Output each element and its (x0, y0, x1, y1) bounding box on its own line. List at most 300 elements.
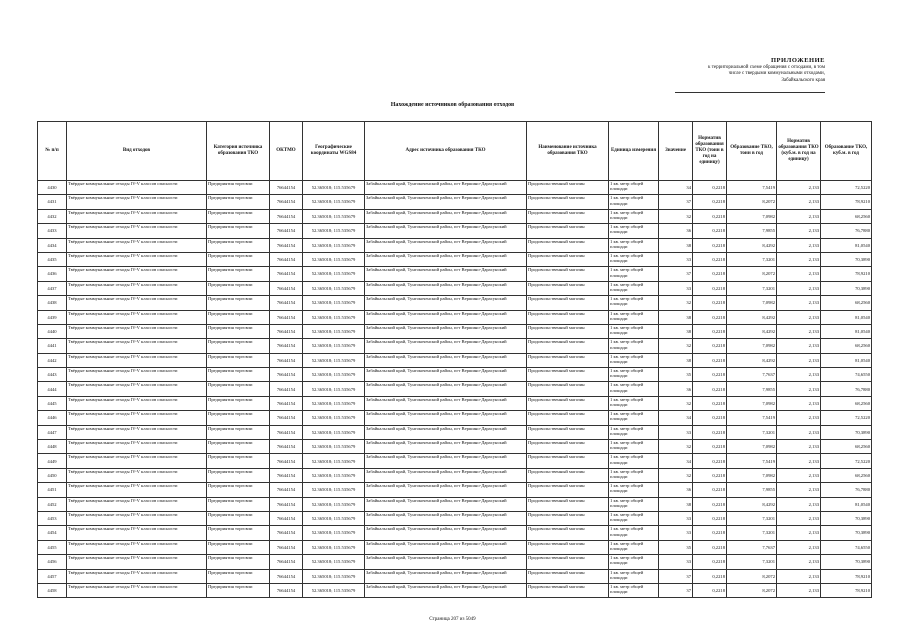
col-header-norm-t: Норматив образования ТКО (тонн в год на единицу) (693, 122, 727, 181)
col-header-unit: Единица измерения (609, 122, 659, 181)
source-name-cell: Продовольственный магазин (527, 511, 609, 525)
table-row (38, 526, 872, 540)
unit-cell: 1 кв. метр общей площади (609, 425, 659, 439)
waste-type-cell: Твёрдые коммунальные отходы IV-V классов опасности (67, 195, 207, 209)
norm-t-cell: 0,2218 (693, 583, 727, 597)
coords-cell: 52.365018; 115.535679 (303, 526, 365, 540)
unit-cell: 1 кв. метр общей площади (609, 353, 659, 367)
source-name-cell: Продовольственный магазин (527, 324, 609, 338)
oktmo-cell: 76644154 (270, 281, 303, 295)
oktmo-cell: 76644154 (270, 569, 303, 583)
oktmo-cell: 76644154 (270, 209, 303, 223)
address-cell: Забайкальский край, Тунгокоченский район, пгт Вершино-Дарасунский (365, 440, 527, 454)
volume-m3-cell: 78,9210 (821, 195, 872, 209)
source-name-cell: Продовольственный магазин (527, 181, 609, 195)
waste-type-cell: Твёрдые коммунальные отходы IV-V классов опасности (67, 454, 207, 468)
table-row (38, 209, 872, 223)
volume-t-cell: 7,9855 (727, 483, 777, 497)
coords-cell: 52.365018; 115.535679 (303, 252, 365, 266)
table-row (38, 267, 872, 281)
source-category-cell: Предприятия торговли (207, 368, 270, 382)
row-num: 4442 (38, 353, 67, 367)
norm-t-cell: 0,2218 (693, 195, 727, 209)
source-name-cell: Продовольственный магазин (527, 252, 609, 266)
norm-m3-cell: 2,133 (777, 382, 821, 396)
waste-type-cell: Твёрдые коммунальные отходы IV-V классов опасности (67, 339, 207, 353)
volume-m3-cell: 68,2560 (821, 339, 872, 353)
norm-t-cell: 0,2218 (693, 540, 727, 554)
source-category-cell: Предприятия торговли (207, 339, 270, 353)
col-header-source-category: Категория источника образования ТКО (207, 122, 270, 181)
value-cell: 32 (659, 468, 693, 482)
source-category-cell: Предприятия торговли (207, 209, 270, 223)
appendix-line: числе с твердыми коммунальными отходами, (728, 71, 825, 76)
value-cell: 35 (659, 540, 693, 554)
address-cell: Забайкальский край, Тунгокоченский район, пгт Вершино-Дарасунский (365, 296, 527, 310)
norm-t-cell: 0,2218 (693, 425, 727, 439)
norm-t-cell: 0,2218 (693, 339, 727, 353)
unit-cell: 1 кв. метр общей площади (609, 540, 659, 554)
source-category-cell: Предприятия торговли (207, 583, 270, 597)
unit-cell: 1 кв. метр общей площади (609, 555, 659, 569)
table-row (38, 296, 872, 310)
waste-type-cell: Твёрдые коммунальные отходы IV-V классов опасности (67, 497, 207, 511)
oktmo-cell: 76644154 (270, 526, 303, 540)
norm-t-cell: 0,2218 (693, 396, 727, 410)
value-cell: 32 (659, 339, 693, 353)
volume-m3-cell: 76,7880 (821, 483, 872, 497)
unit-cell: 1 кв. метр общей площади (609, 195, 659, 209)
oktmo-cell: 76644154 (270, 440, 303, 454)
col-header-num: № п/п (38, 122, 67, 181)
volume-m3-cell: 76,7880 (821, 382, 872, 396)
norm-t-cell: 0,2218 (693, 497, 727, 511)
address-cell: Забайкальский край, Тунгокоченский район, пгт Вершино-Дарасунский (365, 224, 527, 238)
oktmo-cell: 76644154 (270, 368, 303, 382)
volume-t-cell: 7,0982 (727, 468, 777, 482)
value-cell: 32 (659, 296, 693, 310)
address-cell: Забайкальский край, Тунгокоченский район, пгт Вершино-Дарасунский (365, 209, 527, 223)
norm-m3-cell: 2,133 (777, 224, 821, 238)
norm-t-cell: 0,2218 (693, 468, 727, 482)
value-cell: 38 (659, 497, 693, 511)
oktmo-cell: 76644154 (270, 425, 303, 439)
address-cell: Забайкальский край, Тунгокоченский район, пгт Вершино-Дарасунский (365, 425, 527, 439)
source-name-cell: Продовольственный магазин (527, 368, 609, 382)
row-num: 4438 (38, 296, 67, 310)
volume-t-cell: 8,4292 (727, 497, 777, 511)
value-cell: 34 (659, 454, 693, 468)
source-name-cell: Продовольственный магазин (527, 238, 609, 252)
value-cell: 36 (659, 224, 693, 238)
coords-cell: 52.365018; 115.535679 (303, 555, 365, 569)
unit-cell: 1 кв. метр общей площади (609, 238, 659, 252)
unit-cell: 1 кв. метр общей площади (609, 224, 659, 238)
coords-cell: 52.365018; 115.535679 (303, 540, 365, 554)
waste-type-cell: Твёрдые коммунальные отходы IV-V классов опасности (67, 296, 207, 310)
source-category-cell: Предприятия торговли (207, 483, 270, 497)
waste-type-cell: Твёрдые коммунальные отходы IV-V классов опасности (67, 483, 207, 497)
unit-cell: 1 кв. метр общей площади (609, 252, 659, 266)
volume-t-cell: 7,5419 (727, 411, 777, 425)
norm-t-cell: 0,2218 (693, 353, 727, 367)
waste-type-cell: Твёрдые коммунальные отходы IV-V классов опасности (67, 310, 207, 324)
oktmo-cell: 76644154 (270, 252, 303, 266)
value-cell: 37 (659, 195, 693, 209)
norm-t-cell: 0,2218 (693, 267, 727, 281)
norm-t-cell: 0,2218 (693, 454, 727, 468)
norm-m3-cell: 2,133 (777, 425, 821, 439)
address-cell: Забайкальский край, Тунгокоченский район, пгт Вершино-Дарасунский (365, 411, 527, 425)
oktmo-cell: 76644154 (270, 583, 303, 597)
row-num: 4457 (38, 569, 67, 583)
norm-m3-cell: 2,133 (777, 310, 821, 324)
row-num: 4444 (38, 382, 67, 396)
source-category-cell: Предприятия торговли (207, 267, 270, 281)
row-num: 4450 (38, 468, 67, 482)
col-header-address: Адрес источника образования ТКО (365, 122, 527, 181)
value-cell: 38 (659, 353, 693, 367)
oktmo-cell: 76644154 (270, 382, 303, 396)
coords-cell: 52.365018; 115.535679 (303, 411, 365, 425)
row-num: 4449 (38, 454, 67, 468)
volume-t-cell: 8,2072 (727, 267, 777, 281)
volume-t-cell: 8,4292 (727, 324, 777, 338)
source-name-cell: Продовольственный магазин (527, 425, 609, 439)
table-row (38, 310, 872, 324)
address-cell: Забайкальский край, Тунгокоченский район, пгт Вершино-Дарасунский (365, 324, 527, 338)
table-row (38, 425, 872, 439)
coords-cell: 52.365018; 115.535679 (303, 353, 365, 367)
coords-cell: 52.365018; 115.535679 (303, 267, 365, 281)
value-cell: 38 (659, 310, 693, 324)
row-num: 4443 (38, 368, 67, 382)
waste-type-cell: Твёрдые коммунальные отходы IV-V классов опасности (67, 440, 207, 454)
address-cell: Забайкальский край, Тунгокоченский район, пгт Вершино-Дарасунский (365, 238, 527, 252)
address-cell: Забайкальский край, Тунгокоченский район, пгт Вершино-Дарасунский (365, 252, 527, 266)
appendix-block (575, 58, 825, 93)
waste-type-cell: Твёрдые коммунальные отходы IV-V классов опасности (67, 267, 207, 281)
source-category-cell: Предприятия торговли (207, 511, 270, 525)
source-category-cell: Предприятия торговли (207, 252, 270, 266)
coords-cell: 52.365018; 115.535679 (303, 425, 365, 439)
volume-t-cell: 8,4292 (727, 310, 777, 324)
value-cell: 35 (659, 368, 693, 382)
appendix-title: ПРИЛОЖЕНИЕ (770, 57, 825, 64)
unit-cell: 1 кв. метр общей площади (609, 569, 659, 583)
coords-cell: 52.365018; 115.535679 (303, 224, 365, 238)
unit-cell: 1 кв. метр общей площади (609, 382, 659, 396)
volume-m3-cell: 70,3890 (821, 511, 872, 525)
source-name-cell: Продовольственный магазин (527, 526, 609, 540)
coords-cell: 52.365018; 115.535679 (303, 440, 365, 454)
unit-cell: 1 кв. метр общей площади (609, 281, 659, 295)
table-row (38, 252, 872, 266)
source-name-cell: Продовольственный магазин (527, 224, 609, 238)
norm-m3-cell: 2,133 (777, 555, 821, 569)
table-row (38, 440, 872, 454)
source-name-cell: Продовольственный магазин (527, 540, 609, 554)
row-num: 4448 (38, 440, 67, 454)
address-cell: Забайкальский край, Тунгокоченский район, пгт Вершино-Дарасунский (365, 310, 527, 324)
unit-cell: 1 кв. метр общей площади (609, 411, 659, 425)
table-row (38, 382, 872, 396)
volume-m3-cell: 72,5220 (821, 411, 872, 425)
row-num: 4456 (38, 555, 67, 569)
coords-cell: 52.365018; 115.535679 (303, 497, 365, 511)
table-header-row (38, 122, 872, 181)
address-cell: Забайкальский край, Тунгокоченский район, пгт Вершино-Дарасунский (365, 583, 527, 597)
volume-t-cell: 7,7637 (727, 540, 777, 554)
table-row (38, 454, 872, 468)
source-name-cell: Продовольственный магазин (527, 411, 609, 425)
table-row (38, 224, 872, 238)
sources-table (37, 121, 872, 598)
norm-t-cell: 0,2218 (693, 368, 727, 382)
volume-t-cell: 8,2072 (727, 195, 777, 209)
norm-m3-cell: 2,133 (777, 411, 821, 425)
oktmo-cell: 76644154 (270, 238, 303, 252)
norm-m3-cell: 2,133 (777, 511, 821, 525)
volume-t-cell: 7,3201 (727, 555, 777, 569)
coords-cell: 52.365018; 115.535679 (303, 324, 365, 338)
source-name-cell: Продовольственный магазин (527, 468, 609, 482)
source-name-cell: Продовольственный магазин (527, 296, 609, 310)
table-row (38, 511, 872, 525)
waste-type-cell: Твёрдые коммунальные отходы IV-V классов опасности (67, 583, 207, 597)
volume-m3-cell: 78,9210 (821, 583, 872, 597)
unit-cell: 1 кв. метр общей площади (609, 483, 659, 497)
volume-t-cell: 7,0982 (727, 440, 777, 454)
row-num: 4447 (38, 425, 67, 439)
coords-cell: 52.365018; 115.535679 (303, 209, 365, 223)
volume-m3-cell: 76,7880 (821, 224, 872, 238)
row-num: 4439 (38, 310, 67, 324)
row-num: 4446 (38, 411, 67, 425)
value-cell: 33 (659, 555, 693, 569)
source-name-cell: Продовольственный магазин (527, 483, 609, 497)
volume-t-cell: 7,3201 (727, 511, 777, 525)
table-row (38, 569, 872, 583)
page-footer: Страница 207 из 5049 (429, 617, 476, 622)
volume-t-cell: 7,5419 (727, 454, 777, 468)
volume-m3-cell: 70,3890 (821, 555, 872, 569)
volume-m3-cell: 81,0540 (821, 238, 872, 252)
col-header-volume-t: Образование ТКО, тонн в год (727, 122, 777, 181)
address-cell: Забайкальский край, Тунгокоченский район, пгт Вершино-Дарасунский (365, 483, 527, 497)
waste-type-cell: Твёрдые коммунальные отходы IV-V классов опасности (67, 555, 207, 569)
col-header-coords: Географические координаты WGS84 (303, 122, 365, 181)
table-row (38, 411, 872, 425)
waste-type-cell: Твёрдые коммунальные отходы IV-V классов опасности (67, 368, 207, 382)
volume-m3-cell: 81,0540 (821, 310, 872, 324)
norm-m3-cell: 2,133 (777, 324, 821, 338)
unit-cell: 1 кв. метр общей площади (609, 440, 659, 454)
norm-m3-cell: 2,133 (777, 238, 821, 252)
row-num: 4451 (38, 483, 67, 497)
table-row (38, 195, 872, 209)
row-num: 4454 (38, 526, 67, 540)
volume-m3-cell: 78,9210 (821, 267, 872, 281)
source-category-cell: Предприятия торговли (207, 238, 270, 252)
source-name-cell: Продовольственный магазин (527, 440, 609, 454)
unit-cell: 1 кв. метр общей площади (609, 296, 659, 310)
norm-m3-cell: 2,133 (777, 454, 821, 468)
table-row (38, 181, 872, 195)
source-category-cell: Предприятия торговли (207, 281, 270, 295)
norm-t-cell: 0,2218 (693, 224, 727, 238)
source-category-cell: Предприятия торговли (207, 555, 270, 569)
volume-t-cell: 7,5419 (727, 181, 777, 195)
source-category-cell: Предприятия торговли (207, 353, 270, 367)
row-num: 4441 (38, 339, 67, 353)
value-cell: 33 (659, 425, 693, 439)
norm-m3-cell: 2,133 (777, 353, 821, 367)
address-cell: Забайкальский край, Тунгокоченский район, пгт Вершино-Дарасунский (365, 181, 527, 195)
volume-m3-cell: 72,5220 (821, 454, 872, 468)
oktmo-cell: 76644154 (270, 411, 303, 425)
norm-m3-cell: 2,133 (777, 540, 821, 554)
table-row (38, 238, 872, 252)
volume-m3-cell: 68,2560 (821, 468, 872, 482)
volume-m3-cell: 74,6550 (821, 368, 872, 382)
source-name-cell: Продовольственный магазин (527, 281, 609, 295)
volume-t-cell: 7,0982 (727, 396, 777, 410)
address-cell: Забайкальский край, Тунгокоченский район, пгт Вершино-Дарасунский (365, 368, 527, 382)
oktmo-cell: 76644154 (270, 454, 303, 468)
norm-m3-cell: 2,133 (777, 497, 821, 511)
address-cell: Забайкальский край, Тунгокоченский район, пгт Вершино-Дарасунский (365, 526, 527, 540)
volume-t-cell: 8,2072 (727, 569, 777, 583)
waste-type-cell: Твёрдые коммунальные отходы IV-V классов опасности (67, 353, 207, 367)
volume-m3-cell: 70,3890 (821, 252, 872, 266)
col-header-oktmo: ОКТМО (270, 122, 303, 181)
volume-m3-cell: 70,3890 (821, 281, 872, 295)
address-cell: Забайкальский край, Тунгокоченский район, пгт Вершино-Дарасунский (365, 281, 527, 295)
waste-type-cell: Твёрдые коммунальные отходы IV-V классов опасности (67, 569, 207, 583)
address-cell: Забайкальский край, Тунгокоченский район, пгт Вершино-Дарасунский (365, 454, 527, 468)
row-num: 4436 (38, 267, 67, 281)
waste-type-cell: Твёрдые коммунальные отходы IV-V классов опасности (67, 238, 207, 252)
unit-cell: 1 кв. метр общей площади (609, 526, 659, 540)
oktmo-cell: 76644154 (270, 324, 303, 338)
waste-type-cell: Твёрдые коммунальные отходы IV-V классов опасности (67, 425, 207, 439)
col-header-value: Значение (659, 122, 693, 181)
source-category-cell: Предприятия торговли (207, 195, 270, 209)
volume-m3-cell: 70,3890 (821, 526, 872, 540)
waste-type-cell: Твёрдые коммунальные отходы IV-V классов опасности (67, 540, 207, 554)
source-category-cell: Предприятия торговли (207, 468, 270, 482)
value-cell: 32 (659, 209, 693, 223)
norm-m3-cell: 2,133 (777, 396, 821, 410)
volume-t-cell: 8,4292 (727, 238, 777, 252)
coords-cell: 52.365018; 115.535679 (303, 569, 365, 583)
table-row (38, 583, 872, 597)
waste-type-cell: Твёрдые коммунальные отходы IV-V классов опасности (67, 468, 207, 482)
source-category-cell: Предприятия торговли (207, 310, 270, 324)
coords-cell: 52.365018; 115.535679 (303, 339, 365, 353)
value-cell: 34 (659, 411, 693, 425)
norm-t-cell: 0,2218 (693, 411, 727, 425)
waste-type-cell: Твёрдые коммунальные отходы IV-V классов опасности (67, 511, 207, 525)
volume-t-cell: 8,2072 (727, 583, 777, 597)
coords-cell: 52.365018; 115.535679 (303, 195, 365, 209)
row-num: 4430 (38, 181, 67, 195)
source-category-cell: Предприятия торговли (207, 526, 270, 540)
norm-t-cell: 0,2218 (693, 296, 727, 310)
row-num: 4445 (38, 396, 67, 410)
norm-m3-cell: 2,133 (777, 195, 821, 209)
value-cell: 33 (659, 511, 693, 525)
source-category-cell: Предприятия торговли (207, 540, 270, 554)
col-header-norm-m3: Норматив образования ТКО (куб.м. в год на единицу) (777, 122, 821, 181)
norm-t-cell: 0,2218 (693, 324, 727, 338)
unit-cell: 1 кв. метр общей площади (609, 181, 659, 195)
coords-cell: 52.365018; 115.535679 (303, 296, 365, 310)
row-num: 4455 (38, 540, 67, 554)
oktmo-cell: 76644154 (270, 511, 303, 525)
table-row (38, 281, 872, 295)
address-cell: Забайкальский край, Тунгокоченский район, пгт Вершино-Дарасунский (365, 353, 527, 367)
source-name-cell: Продовольственный магазин (527, 454, 609, 468)
source-category-cell: Предприятия торговли (207, 296, 270, 310)
value-cell: 36 (659, 382, 693, 396)
value-cell: 36 (659, 483, 693, 497)
norm-m3-cell: 2,133 (777, 181, 821, 195)
source-category-cell: Предприятия торговли (207, 411, 270, 425)
coords-cell: 52.365018; 115.535679 (303, 454, 365, 468)
value-cell: 32 (659, 440, 693, 454)
unit-cell: 1 кв. метр общей площади (609, 583, 659, 597)
row-num: 4440 (38, 324, 67, 338)
waste-type-cell: Твёрдые коммунальные отходы IV-V классов опасности (67, 396, 207, 410)
waste-type-cell: Твёрдые коммунальные отходы IV-V классов опасности (67, 209, 207, 223)
table-row (38, 324, 872, 338)
row-num: 4452 (38, 497, 67, 511)
address-cell: Забайкальский край, Тунгокоченский район, пгт Вершино-Дарасунский (365, 555, 527, 569)
oktmo-cell: 76644154 (270, 540, 303, 554)
source-category-cell: Предприятия торговли (207, 181, 270, 195)
source-name-cell: Продовольственный магазин (527, 209, 609, 223)
row-num: 4431 (38, 195, 67, 209)
row-num: 4435 (38, 252, 67, 266)
source-category-cell: Предприятия торговли (207, 497, 270, 511)
volume-m3-cell: 68,2560 (821, 296, 872, 310)
value-cell: 38 (659, 238, 693, 252)
coords-cell: 52.365018; 115.535679 (303, 238, 365, 252)
volume-t-cell: 7,3201 (727, 281, 777, 295)
norm-t-cell: 0,2218 (693, 252, 727, 266)
address-cell: Забайкальский край, Тунгокоченский район, пгт Вершино-Дарасунский (365, 382, 527, 396)
value-cell: 34 (659, 181, 693, 195)
norm-m3-cell: 2,133 (777, 569, 821, 583)
source-category-cell: Предприятия торговли (207, 224, 270, 238)
unit-cell: 1 кв. метр общей площади (609, 468, 659, 482)
address-cell: Забайкальский край, Тунгокоченский район, пгт Вершино-Дарасунский (365, 497, 527, 511)
value-cell: 32 (659, 396, 693, 410)
volume-t-cell: 7,3201 (727, 425, 777, 439)
coords-cell: 52.365018; 115.535679 (303, 396, 365, 410)
norm-t-cell: 0,2218 (693, 209, 727, 223)
norm-t-cell: 0,2218 (693, 483, 727, 497)
norm-t-cell: 0,2218 (693, 569, 727, 583)
oktmo-cell: 76644154 (270, 339, 303, 353)
waste-type-cell: Твёрдые коммунальные отходы IV-V классов опасности (67, 411, 207, 425)
col-header-waste-type: Вид отходов (67, 122, 207, 181)
source-name-cell: Продовольственный магазин (527, 396, 609, 410)
source-name-cell: Продовольственный магазин (527, 339, 609, 353)
address-cell: Забайкальский край, Тунгокоченский район, пгт Вершино-Дарасунский (365, 511, 527, 525)
